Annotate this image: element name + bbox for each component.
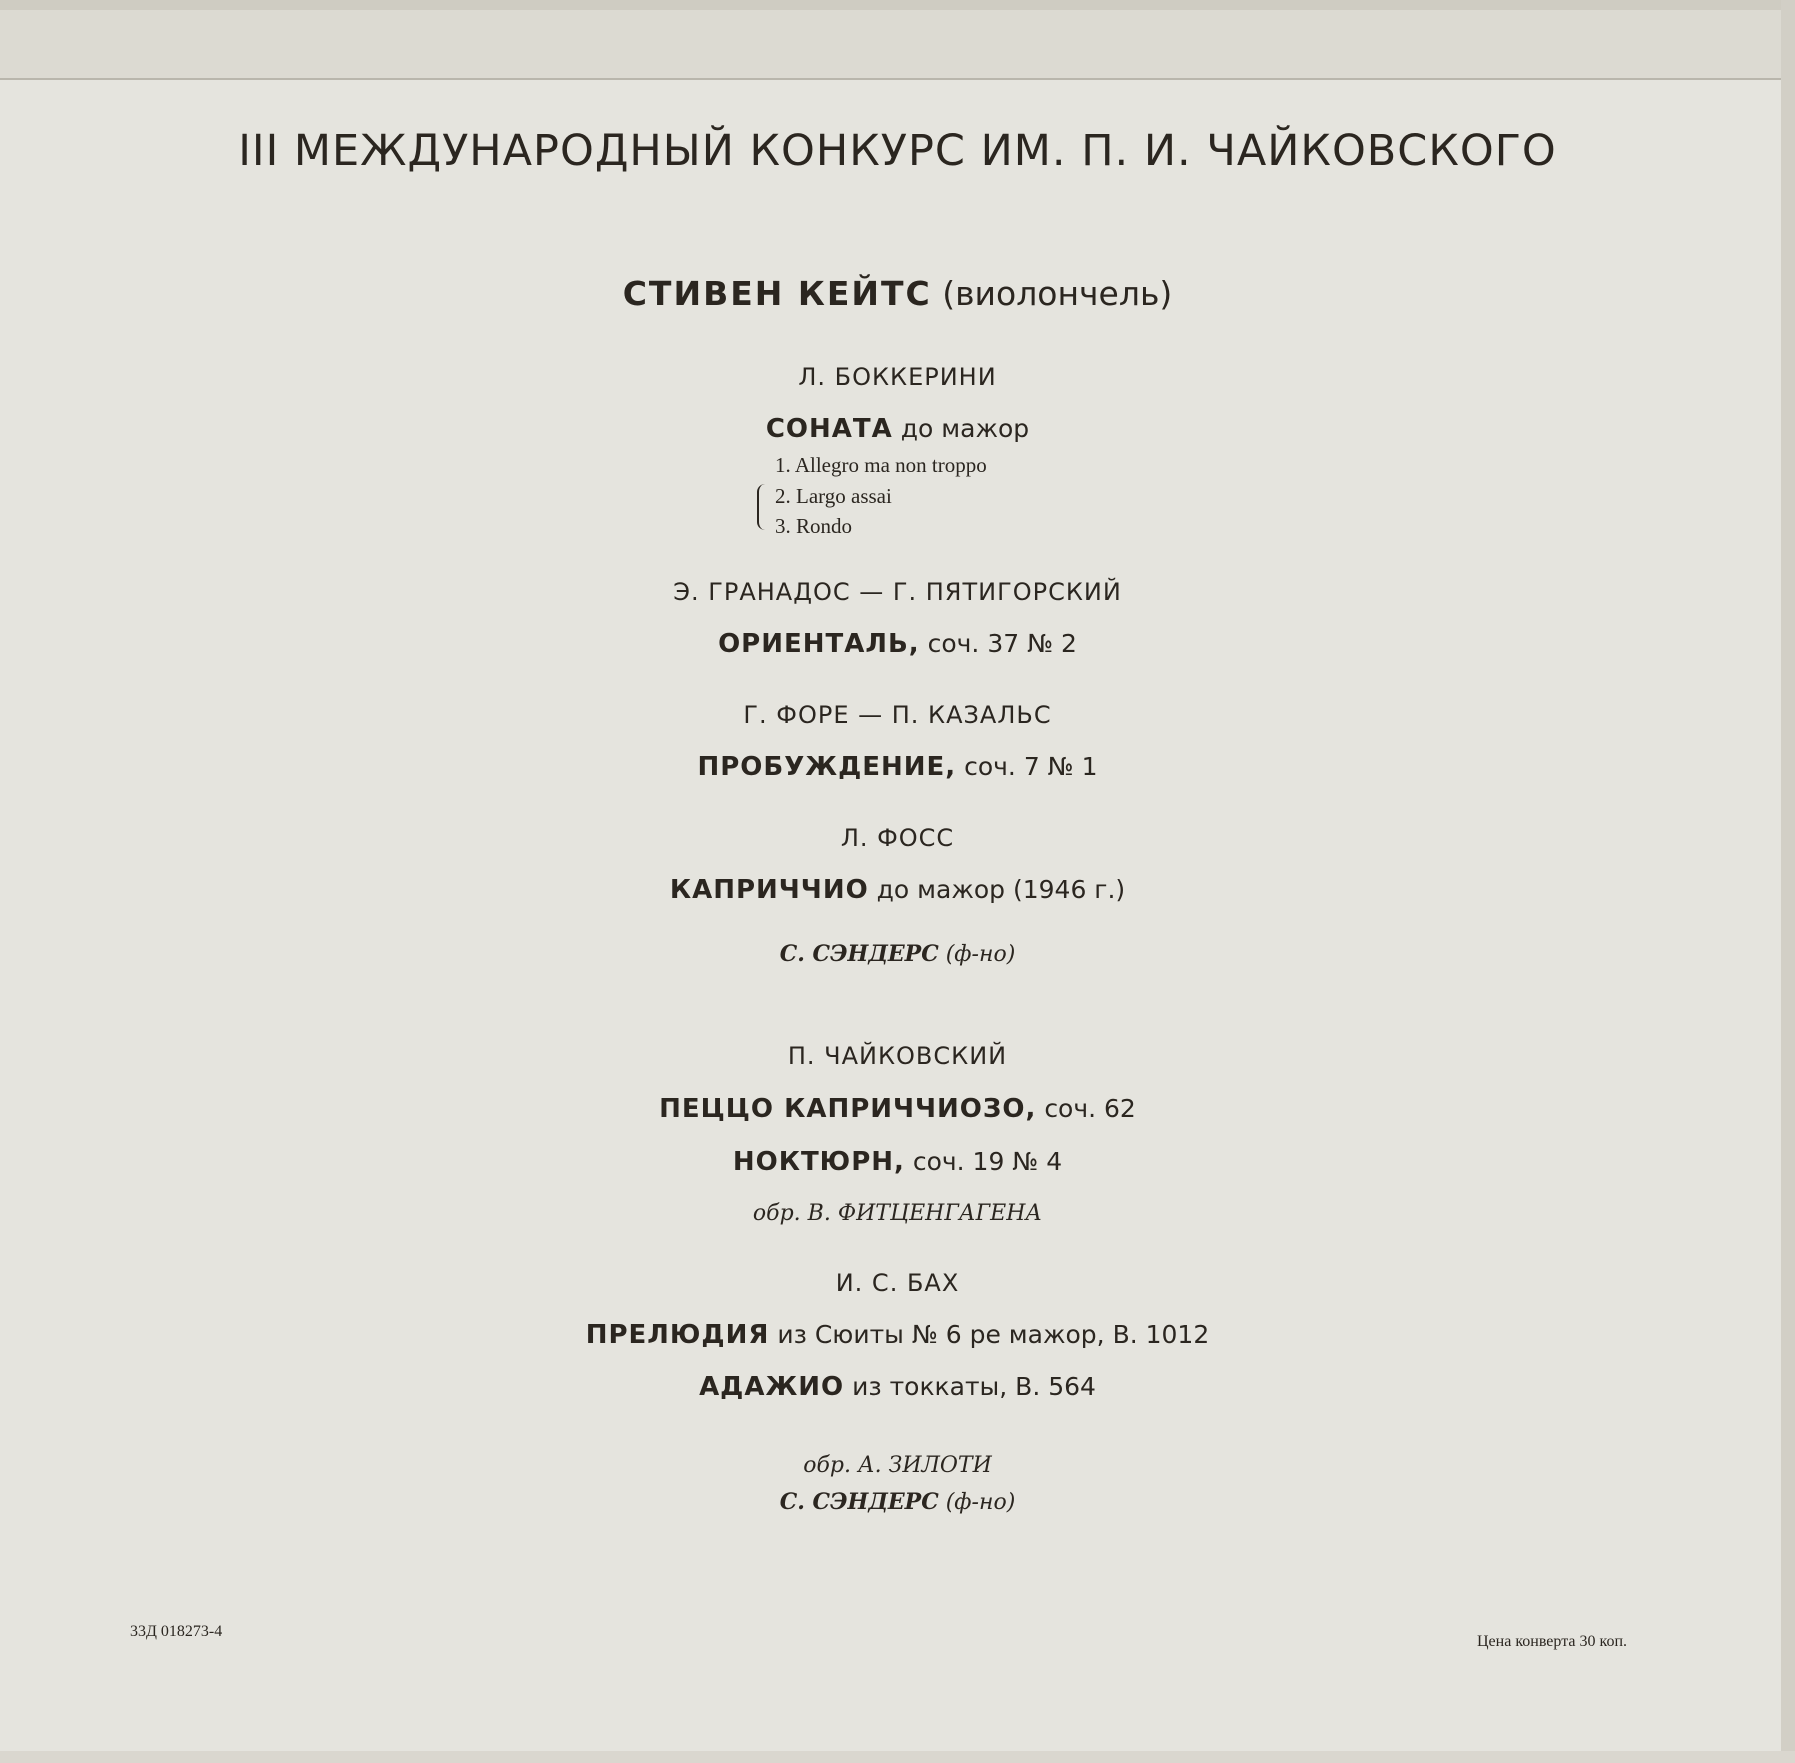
work-title: ПЕЦЦО КАПРИЧЧИОЗО, <box>659 1094 1037 1124</box>
performer-instrument: (виолончель) <box>942 274 1173 313</box>
work-adagio <box>0 1374 1795 1400</box>
work-detail: соч. 7 № 1 <box>964 752 1098 781</box>
work-capriccio <box>0 877 1795 903</box>
composer-foss: Л. ФОСС <box>840 824 955 852</box>
composer-boccherini: Л. БОККЕРИНИ <box>798 363 997 391</box>
work-title: ОРИЕНТАЛЬ, <box>718 629 920 659</box>
work-title: АДАЖИО <box>699 1372 845 1402</box>
pianist-role: (ф-но) <box>945 942 1016 967</box>
sleeve-price: Цена конверта 30 коп. <box>1477 1633 1628 1650</box>
composer-faure: Г. ФОРЕ — П. КАЗАЛЬС <box>743 701 1052 729</box>
work-nocturne <box>0 1149 1795 1175</box>
work-prelude <box>0 1322 1795 1348</box>
arranger-credit: обр. А. ЗИЛОТИ <box>803 1453 992 1478</box>
work-detail: соч. 37 № 2 <box>927 629 1077 658</box>
composer-bach: И. С. БАХ <box>835 1269 960 1297</box>
work-awakening <box>0 754 1795 780</box>
arranger-credit: обр. В. ФИТЦЕНГАГЕНА <box>752 1201 1043 1226</box>
pianist-credit <box>0 1491 1795 1514</box>
work-oriental <box>0 631 1795 657</box>
work-detail: из Сюиты № 6 ре мажор, B. 1012 <box>777 1320 1210 1349</box>
sleeve-top-edge <box>0 0 1795 10</box>
work-detail: соч. 62 <box>1044 1094 1136 1123</box>
movement-3: 3. Rondo <box>775 514 853 538</box>
work-pezzo-capriccioso <box>0 1096 1795 1122</box>
work-detail: до мажор (1946 г.) <box>876 875 1126 904</box>
work-title: НОКТЮРН, <box>732 1147 905 1177</box>
sleeve-bottom-edge <box>0 1751 1795 1763</box>
work-title: ПРОБУЖДЕНИЕ, <box>697 752 957 782</box>
work-detail: из токкаты, B. 564 <box>852 1372 1096 1401</box>
movement-2: 2. Largo assai <box>775 484 892 508</box>
work-title: СОНАТА <box>765 414 893 444</box>
work-title: ПРЕЛЮДИЯ <box>585 1320 770 1350</box>
catalog-number: 33Д 018273-4 <box>130 1623 223 1640</box>
composer-granados: Э. ГРАНАДОС — Г. ПЯТИГОРСКИЙ <box>673 578 1122 606</box>
composer-tchaikovsky: П. ЧАЙКОВСКИЙ <box>787 1042 1008 1070</box>
work-detail: соч. 19 № 4 <box>912 1147 1063 1176</box>
pianist-name: С. СЭНДЕРС <box>779 1489 939 1515</box>
work-title: КАПРИЧЧИО <box>669 875 869 905</box>
pianist-role: (ф-но) <box>945 1490 1016 1515</box>
sleeve-top-band <box>0 0 1795 80</box>
work-detail: до мажор <box>900 414 1030 443</box>
work-sonata <box>0 416 1795 442</box>
performer-line <box>0 274 1795 313</box>
movement-1: 1. Allegro ma non troppo <box>775 453 987 477</box>
pianist-name: С. СЭНДЕРС <box>779 941 939 967</box>
pianist-credit <box>0 943 1795 966</box>
page-title: III МЕЖДУНАРОДНЫЙ КОНКУРС ИМ. П. И. ЧАЙКОВСКОГО <box>238 126 1557 176</box>
performer-name: СТИВЕН КЕЙТС <box>622 274 932 313</box>
movement-brace <box>757 484 769 530</box>
